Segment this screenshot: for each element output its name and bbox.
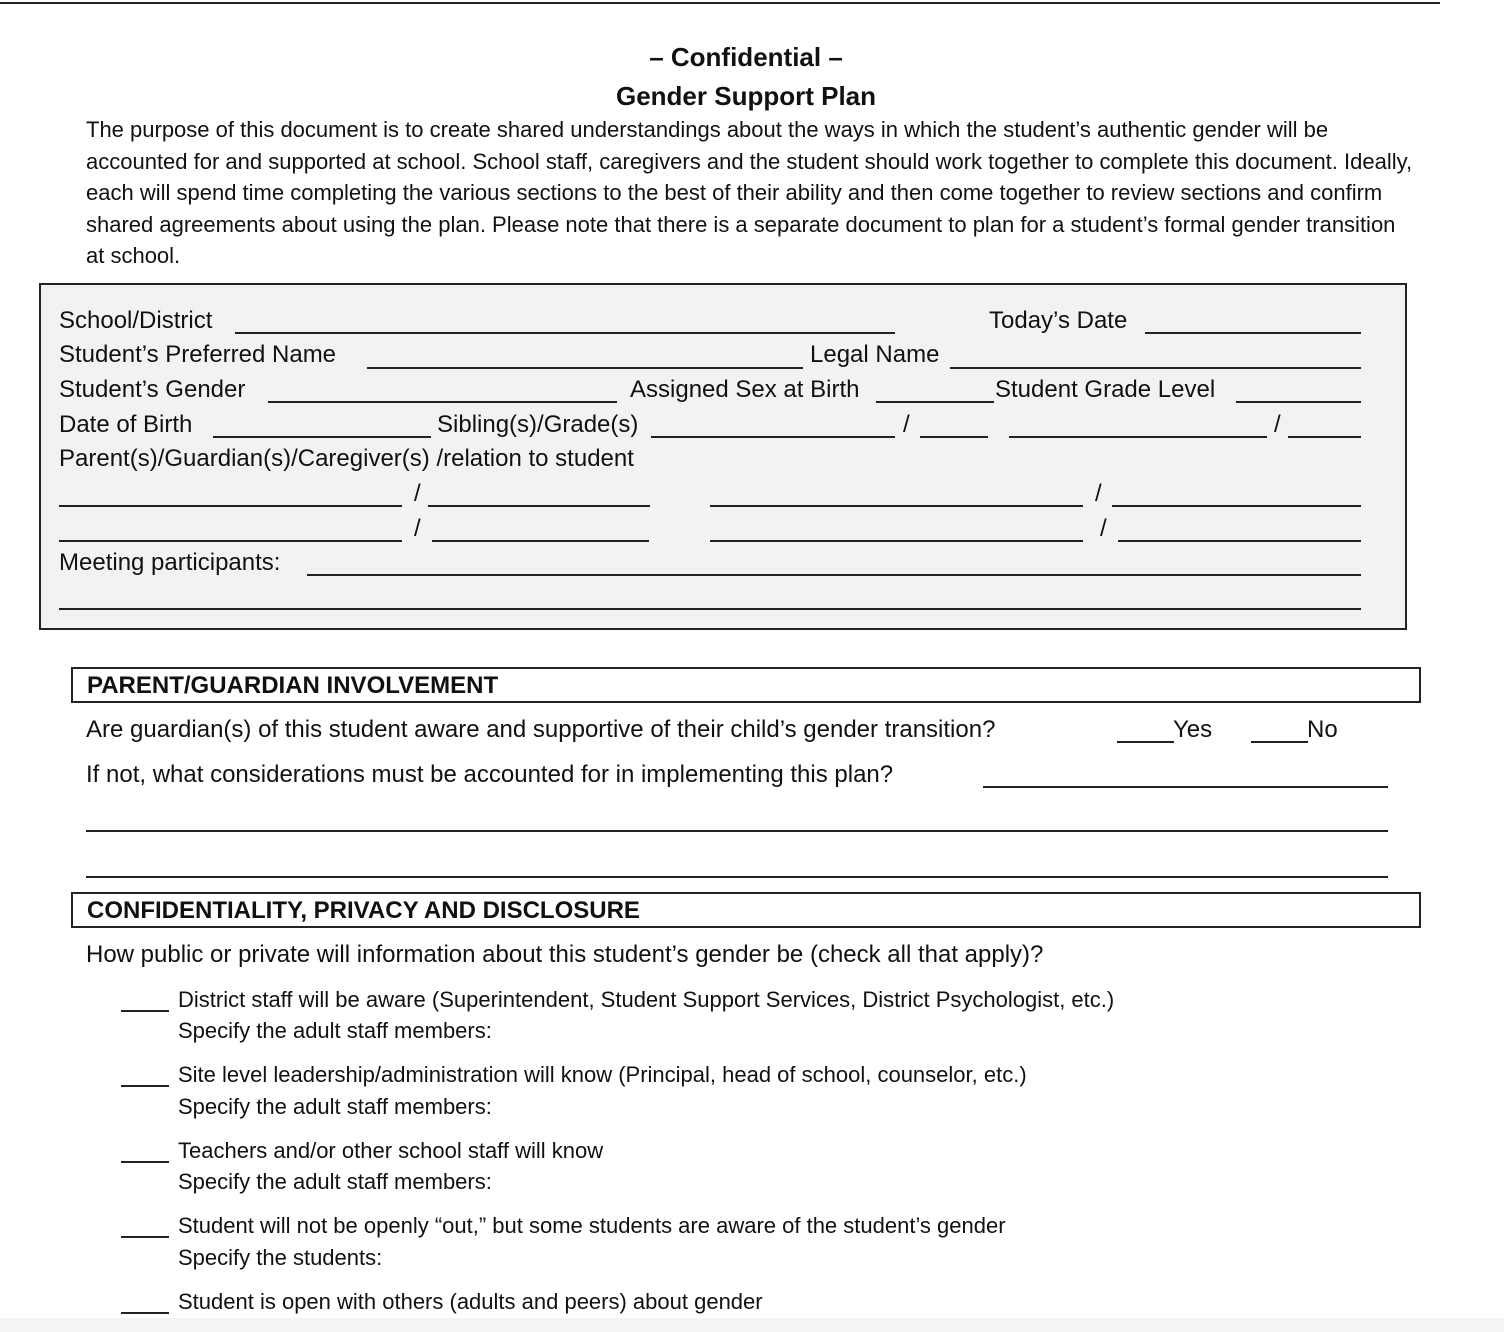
guardian-yes-label: Yes (1173, 716, 1213, 743)
todays-date-label: Today’s Date (989, 307, 1128, 334)
legal-name-field[interactable] (950, 367, 1361, 369)
parent-1-slash: / (414, 480, 421, 507)
option-district-checkbox[interactable] (121, 1010, 169, 1012)
parent-involvement-heading: PARENT/GUARDIAN INVOLVEMENT (87, 672, 499, 699)
confidential-heading: – Confidential – (649, 42, 843, 72)
parent-4-slash: / (1100, 515, 1107, 542)
parent-3-relation-field[interactable] (432, 540, 649, 542)
meeting-participants-field[interactable] (307, 574, 1361, 576)
school-district-label: School/District (59, 307, 213, 334)
parents-label: Parent(s)/Guardian(s)/Caregiver(s) /relation to student (59, 445, 634, 472)
preferred-name-field[interactable] (367, 367, 803, 369)
sibling-2-slash: / (1274, 411, 1281, 438)
parent-4-name-field[interactable] (710, 540, 1083, 542)
guardian-no-blank[interactable] (1251, 741, 1308, 743)
option-teachers-specify: Specify the adult staff members: (178, 1169, 492, 1194)
parent-involvement-header (71, 667, 1421, 703)
option-open-label: Student is open with others (adults and peers) about gender (178, 1289, 763, 1314)
guardian-aware-question: Are guardian(s) of this student aware and supportive of their child’s gender transition? (86, 716, 996, 743)
parent-1-name-field[interactable] (59, 505, 402, 507)
parent-4-relation-field[interactable] (1118, 540, 1361, 542)
option-site-leadership-checkbox[interactable] (121, 1085, 169, 1087)
considerations-question: If not, what considerations must be accounted for in implementing this plan? (86, 761, 894, 788)
todays-date-field[interactable] (1145, 332, 1361, 334)
parent-3-slash: / (414, 515, 421, 542)
sibling-2-field[interactable] (1009, 436, 1267, 438)
assigned-sex-field[interactable] (876, 401, 994, 403)
option-teachers-checkbox[interactable] (121, 1161, 169, 1163)
school-district-field[interactable] (235, 332, 895, 334)
confidentiality-heading: CONFIDENTIALITY, PRIVACY AND DISCLOSURE (87, 897, 640, 924)
parent-1-relation-field[interactable] (428, 505, 650, 507)
option-some-students-specify: Specify the students: (178, 1245, 383, 1270)
page-bottom-edge (0, 1318, 1504, 1332)
student-gender-field[interactable] (268, 401, 617, 403)
date-of-birth-field[interactable] (213, 436, 431, 438)
parent-3-name-field[interactable] (59, 540, 402, 542)
option-site-leadership-specify: Specify the adult staff members: (178, 1094, 492, 1119)
student-gender-label: Student’s Gender (59, 376, 246, 403)
confidentiality-header (71, 892, 1421, 928)
option-open-checkbox[interactable] (121, 1312, 169, 1314)
option-district-specify: Specify the adult staff members: (178, 1018, 492, 1043)
intro-paragraph: The purpose of this document is to create shared understandings about the ways in which the student’s authentic gender will be accounted for and supported at school. School staff, caregivers and the student should work together to complete this document. Ideally, each will spend time completing the various sections to the best of their ability and then come together to review sections and confirm shared agreements about using the plan. Please note that there is a separate document to plan for a student’s formal gender transition at school. (86, 117, 1413, 268)
considerations-field[interactable] (983, 786, 1388, 788)
sibling-2-grade-field[interactable] (1288, 436, 1361, 438)
sibling-1-grade-field[interactable] (920, 436, 988, 438)
considerations-field-3[interactable] (86, 876, 1388, 878)
meeting-participants-field-2[interactable] (59, 608, 1361, 610)
parent-2-slash: / (1095, 480, 1102, 507)
guardian-yes-blank[interactable] (1117, 741, 1174, 743)
privacy-question: How public or private will information about this student’s gender be (check all that apply)? (86, 941, 1044, 968)
parent-2-relation-field[interactable] (1112, 505, 1361, 507)
option-teachers-label: Teachers and/or other school staff will know (178, 1138, 604, 1163)
siblings-grades-label: Sibling(s)/Grade(s) (437, 411, 639, 438)
top-rule (0, 2, 1440, 4)
date-of-birth-label: Date of Birth (59, 411, 193, 438)
preferred-name-label: Student’s Preferred Name (59, 341, 337, 368)
option-district-label: District staff will be aware (Superintendent, Student Support Services, District Psychologist, etc.) (178, 987, 1115, 1012)
considerations-field-2[interactable] (86, 830, 1388, 832)
assigned-sex-label: Assigned Sex at Birth (630, 376, 860, 403)
parent-2-name-field[interactable] (710, 505, 1083, 507)
option-some-students-checkbox[interactable] (121, 1236, 169, 1238)
document-title: Gender Support Plan (615, 81, 877, 111)
guardian-no-label: No (1307, 716, 1338, 743)
sibling-1-slash: / (903, 411, 910, 438)
meeting-participants-label: Meeting participants: (59, 549, 281, 576)
option-some-students-label: Student will not be openly “out,” but some students are aware of the student’s gender (178, 1213, 1006, 1238)
grade-level-field[interactable] (1236, 401, 1361, 403)
option-site-leadership-label: Site level leadership/administration will know (Principal, head of school, counselor, etc.) (178, 1062, 1027, 1087)
sibling-1-field[interactable] (651, 436, 895, 438)
legal-name-label: Legal Name (810, 341, 940, 368)
grade-level-label: Student Grade Level (995, 376, 1216, 403)
